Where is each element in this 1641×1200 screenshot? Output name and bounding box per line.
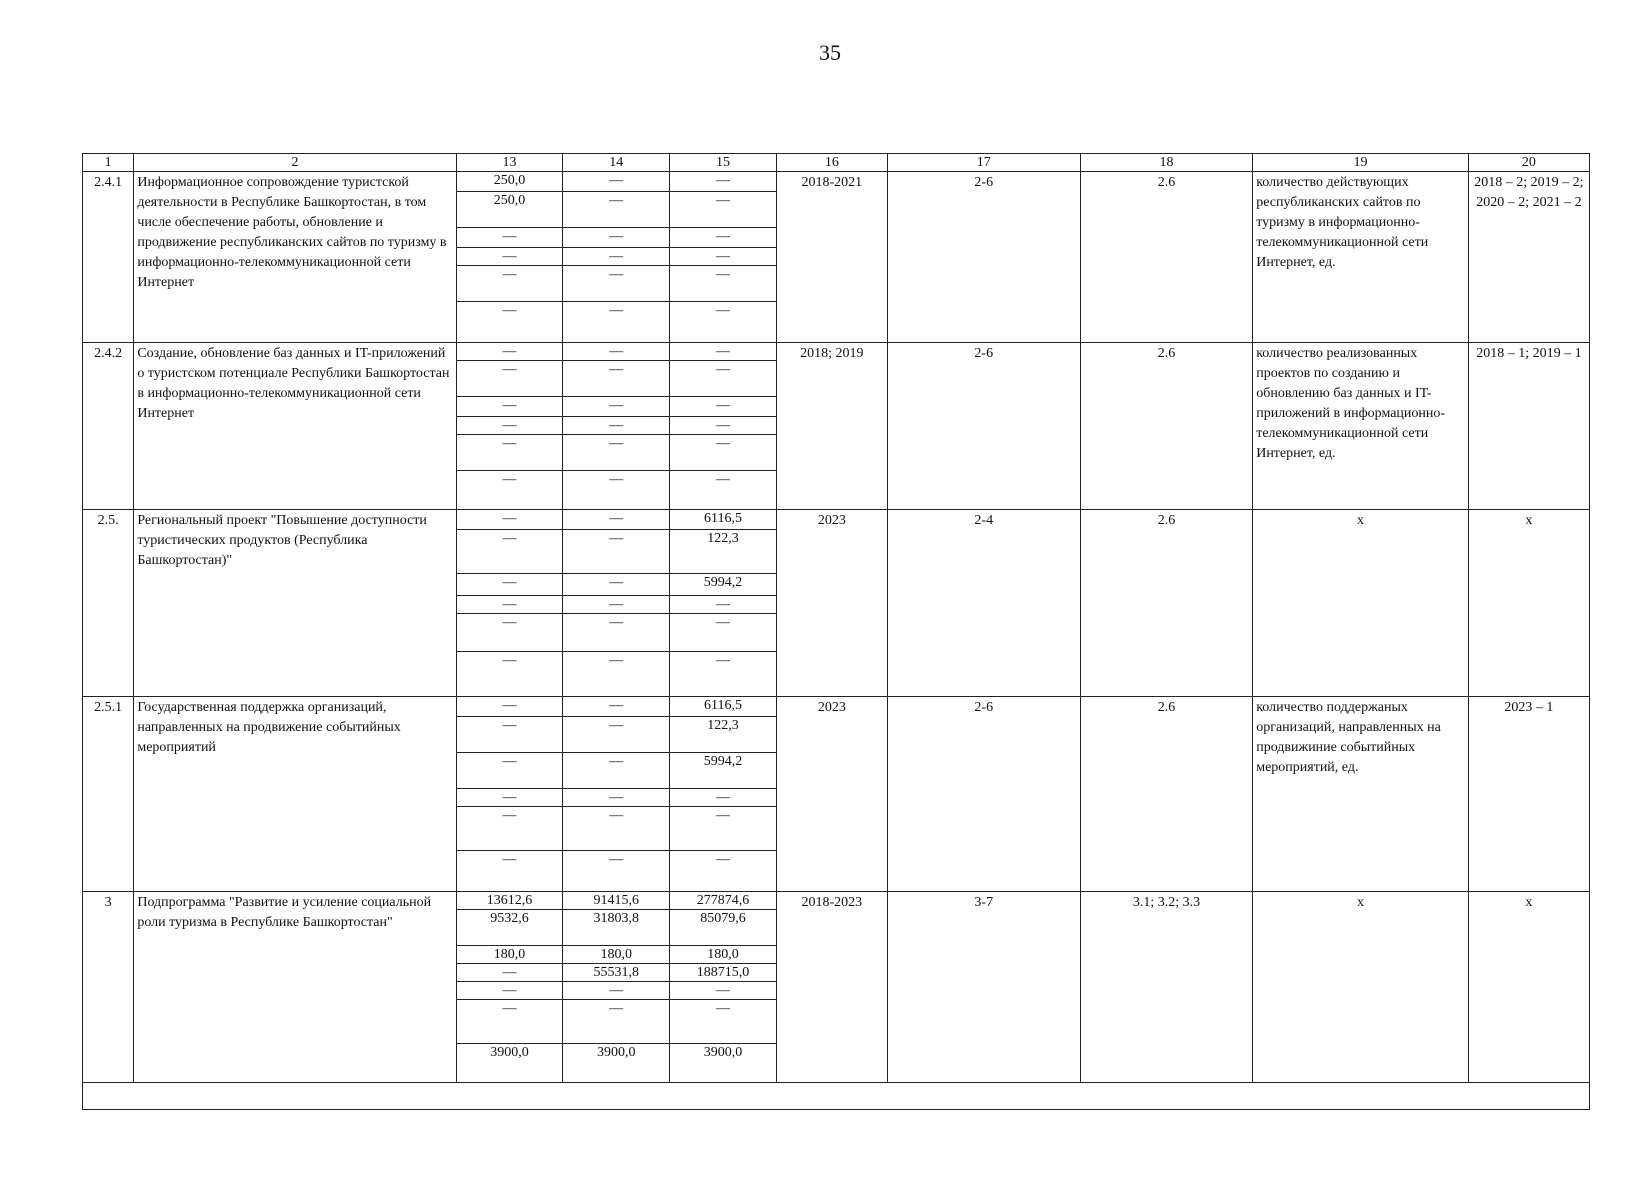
task-ref: 2-4 (887, 510, 1080, 697)
finance-stack (563, 343, 669, 509)
finance-value: — (563, 266, 669, 302)
finance-value: 6116,5 (670, 510, 776, 530)
finance-value: 250,0 (457, 192, 563, 228)
row-number: 2.4.1 (83, 172, 134, 343)
finance-value: 122,3 (670, 717, 776, 753)
finance-value: — (457, 435, 563, 471)
finance-value: — (563, 789, 669, 807)
finance-value: — (457, 964, 563, 982)
finance-stack (563, 892, 669, 1082)
finance-value: — (563, 1000, 669, 1044)
task-ref: 2-6 (887, 343, 1080, 510)
finance-value: — (457, 574, 563, 596)
header-cell: 13 (456, 154, 563, 172)
finance-value: — (457, 753, 563, 789)
finance-value: — (563, 807, 669, 851)
finance-value: — (457, 982, 563, 1000)
page-number: 35 (819, 40, 841, 65)
finance-value: — (670, 596, 776, 614)
finance-value: 180,0 (670, 946, 776, 964)
finance-value: — (502, 852, 517, 867)
finance-value: — (670, 417, 776, 435)
finance-value: — (457, 248, 563, 266)
finance-column (456, 343, 563, 510)
header-cell: 15 (670, 154, 777, 172)
finance-value: — (670, 1000, 776, 1044)
finance-stack (670, 697, 776, 891)
finance-value: — (457, 697, 563, 717)
finance-stack (457, 697, 563, 891)
finance-value: 277874,6 (670, 892, 776, 910)
period: 2023 (776, 510, 887, 697)
finance-value: 3900,0 (597, 1045, 636, 1060)
finance-value: 13612,6 (457, 892, 563, 910)
indicator-values: 2018 – 2; 2019 – 2; 2020 – 2; 2021 – 2 (1468, 172, 1589, 343)
finance-value: — (716, 653, 731, 668)
header-row (83, 154, 1590, 172)
finance-value: — (563, 753, 669, 789)
finance-value: — (563, 717, 669, 753)
finance-value: 3900,0 (703, 1045, 743, 1060)
finance-stack (457, 343, 563, 509)
finance-value: — (457, 417, 563, 435)
indicator-values: 2018 – 1; 2019 – 1 (1468, 343, 1589, 510)
finance-value: — (563, 697, 669, 717)
finance-stack (563, 172, 669, 342)
footer-row (83, 1083, 1590, 1110)
header-cell: 20 (1468, 154, 1589, 172)
indicator-name: х (1253, 510, 1469, 697)
table-row (83, 343, 1590, 510)
finance-value: — (563, 614, 669, 652)
finance-value: 85079,6 (670, 910, 776, 946)
finance-column (456, 510, 563, 697)
table-row (83, 892, 1590, 1083)
indicator-name: х (1253, 892, 1469, 1083)
finance-value: 91415,6 (563, 892, 669, 910)
finance-value: — (457, 397, 563, 417)
indicator-name: количество поддержаных организаций, направленных на продвижиние событийных мероприятий, ед. (1253, 697, 1469, 892)
task-ref: 2-6 (887, 697, 1080, 892)
finance-value: — (670, 192, 776, 228)
finance-stack (457, 510, 563, 696)
task-ref: 3-7 (887, 892, 1080, 1083)
header-cell: 2 (134, 154, 456, 172)
finance-stack (670, 343, 776, 509)
header-cell: 16 (776, 154, 887, 172)
finance-value: — (457, 614, 563, 652)
finance-value: — (563, 510, 669, 530)
finance-column (456, 697, 563, 892)
finance-stack (670, 892, 776, 1082)
finance-column (670, 172, 777, 343)
finance-value: 250,0 (457, 172, 563, 192)
finance-stack (670, 510, 776, 696)
period: 2018-2021 (776, 172, 887, 343)
finance-column (456, 172, 563, 343)
indicator-name: количество реализованных проектов по созданию и обновлению баз данных и IT-приложений в информационно-телекоммуникационной сети Интернет, ед. (1253, 343, 1469, 510)
finance-stack (563, 510, 669, 696)
program-table (82, 153, 1590, 1110)
finance-column (456, 892, 563, 1083)
finance-value: — (563, 361, 669, 397)
indicator-ref: 3.1; 3.2; 3.3 (1080, 892, 1252, 1083)
header-cell: 18 (1080, 154, 1252, 172)
finance-value: — (563, 343, 669, 361)
footer-cell (83, 1083, 1590, 1110)
row-number: 2.5. (83, 510, 134, 697)
finance-value: — (457, 266, 563, 302)
finance-value: — (670, 982, 776, 1000)
finance-value: — (670, 343, 776, 361)
finance-value: — (563, 172, 669, 192)
row-number: 2.5.1 (83, 697, 134, 892)
finance-value: — (502, 472, 517, 487)
finance-value: — (563, 574, 669, 596)
finance-value: — (670, 361, 776, 397)
finance-value: — (716, 472, 731, 487)
finance-column (670, 697, 777, 892)
finance-value: 6116,5 (670, 697, 776, 717)
finance-column (563, 343, 670, 510)
finance-value: — (716, 852, 731, 867)
finance-stack (457, 892, 563, 1082)
finance-column (563, 172, 670, 343)
indicator-name: количество действующих республиканских сайтов по туризму в информационно-телекоммуникационной сети Интернет, ед. (1253, 172, 1469, 343)
finance-value: 55531,8 (563, 964, 669, 982)
finance-value: — (563, 192, 669, 228)
row-number: 3 (83, 892, 134, 1083)
finance-value: 180,0 (563, 946, 669, 964)
finance-value: — (670, 172, 776, 192)
finance-value: — (457, 343, 563, 361)
period: 2018; 2019 (776, 343, 887, 510)
indicator-ref: 2.6 (1080, 697, 1252, 892)
finance-value: 9532,6 (457, 910, 563, 946)
finance-stack (563, 697, 669, 891)
finance-value: — (670, 789, 776, 807)
finance-value: — (563, 596, 669, 614)
finance-value: — (670, 614, 776, 652)
finance-value: — (609, 303, 624, 318)
finance-column (670, 510, 777, 697)
finance-value: 180,0 (457, 946, 563, 964)
finance-value: 31803,8 (563, 910, 669, 946)
finance-column (670, 892, 777, 1083)
finance-value: — (563, 982, 669, 1000)
indicator-values: х (1468, 510, 1589, 697)
indicator-values: 2023 – 1 (1468, 697, 1589, 892)
finance-column (670, 343, 777, 510)
finance-stack (670, 172, 776, 342)
table-row (83, 510, 1590, 697)
indicator-values: х (1468, 892, 1589, 1083)
finance-value: — (457, 1000, 563, 1044)
indicator-ref: 2.6 (1080, 172, 1252, 343)
finance-stack (457, 172, 563, 342)
finance-value: 188715,0 (670, 964, 776, 982)
finance-column (563, 697, 670, 892)
finance-value: — (609, 852, 624, 867)
event-name: Подпрограмма "Развитие и усиление социальной роли туризма в Республике Башкортостан" (134, 892, 456, 1083)
finance-value: — (457, 596, 563, 614)
period: 2018-2023 (776, 892, 887, 1083)
indicator-ref: 2.6 (1080, 343, 1252, 510)
finance-column (563, 892, 670, 1083)
finance-value: — (670, 228, 776, 248)
finance-value: — (563, 435, 669, 471)
finance-value: — (670, 397, 776, 417)
finance-value: — (457, 530, 563, 574)
finance-value: — (502, 653, 517, 668)
event-name: Региональный проект "Повышение доступности туристических продуктов (Республика Башкортостан)" (134, 510, 456, 697)
finance-value: — (670, 807, 776, 851)
finance-value: — (457, 510, 563, 530)
table-row (83, 697, 1590, 892)
finance-value: — (457, 717, 563, 753)
finance-value: 122,3 (670, 530, 776, 574)
finance-value: 5994,2 (670, 574, 776, 596)
header-cell: 17 (887, 154, 1080, 172)
finance-value: — (502, 303, 517, 318)
finance-value: — (563, 397, 669, 417)
finance-value: — (609, 653, 624, 668)
finance-value: — (670, 248, 776, 266)
finance-value: — (457, 789, 563, 807)
table-row (83, 172, 1590, 343)
header-cell: 14 (563, 154, 670, 172)
row-number: 2.4.2 (83, 343, 134, 510)
finance-value: — (563, 248, 669, 266)
event-name: Создание, обновление баз данных и IT-приложений о туристском потенциале Республики Башкортостан в информационно-телекоммуникационной сети Интернет (134, 343, 456, 510)
finance-value: — (716, 303, 731, 318)
header-cell: 1 (83, 154, 134, 172)
finance-value: — (670, 435, 776, 471)
finance-value: — (457, 807, 563, 851)
finance-value: — (457, 228, 563, 248)
event-name: Государственная поддержка организаций, направленных на продвижение событийных мероприятий (134, 697, 456, 892)
period: 2023 (776, 697, 887, 892)
indicator-ref: 2.6 (1080, 510, 1252, 697)
finance-value: 5994,2 (670, 753, 776, 789)
finance-value: — (563, 530, 669, 574)
event-name: Информационное сопровождение туристской деятельности в Республике Башкортостан, в том числе обеспечение работы, обновление и продвижение республиканских сайтов по туризму в информационно-телекоммуникационной сети Интернет (134, 172, 456, 343)
finance-value: — (563, 417, 669, 435)
header-cell: 19 (1253, 154, 1469, 172)
finance-value: — (609, 472, 624, 487)
finance-value: — (670, 266, 776, 302)
finance-value: — (563, 228, 669, 248)
finance-value: 3900,0 (490, 1045, 529, 1060)
finance-value: — (457, 361, 563, 397)
finance-column (563, 510, 670, 697)
task-ref: 2-6 (887, 172, 1080, 343)
